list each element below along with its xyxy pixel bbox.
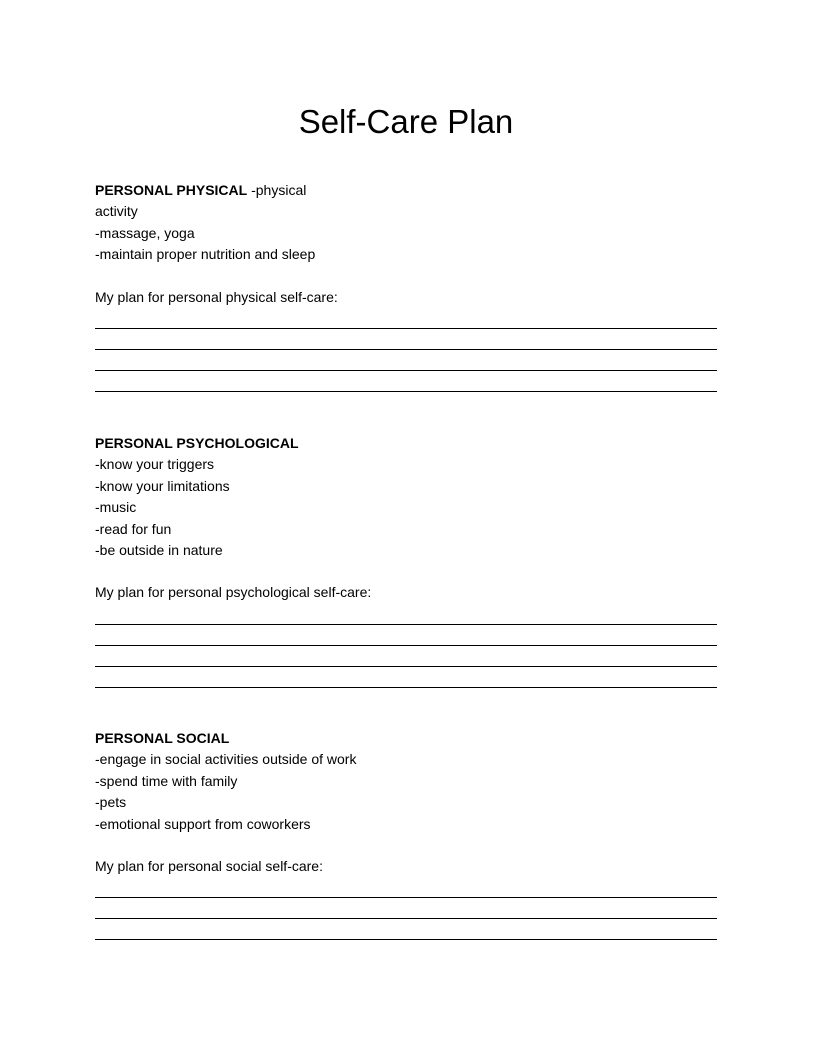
spacer <box>95 561 717 582</box>
section-personal-social <box>95 728 717 940</box>
section-heading-suffix: -physical <box>247 182 307 198</box>
writing-line[interactable] <box>95 308 717 329</box>
list-item: -maintain proper nutrition and sleep <box>95 246 316 263</box>
list-item: -engage in social activities outside of work <box>95 751 357 768</box>
writing-line[interactable] <box>95 329 717 350</box>
writing-line[interactable] <box>95 371 717 392</box>
list-item: -emotional support from coworkers <box>95 815 311 832</box>
writing-line[interactable] <box>95 646 717 667</box>
section-heading-line <box>95 180 717 201</box>
page-title: Self-Care Plan <box>298 103 514 140</box>
writing-line[interactable] <box>95 604 717 625</box>
spacer <box>95 835 717 856</box>
plan-prompt: My plan for personal social self-care: <box>95 858 323 875</box>
writing-line[interactable] <box>95 877 717 898</box>
writing-lines <box>95 308 717 392</box>
section-heading: PERSONAL SOCIAL <box>95 730 230 746</box>
list-item: -massage, yoga <box>95 224 195 241</box>
list-item: -spend time with family <box>95 772 238 789</box>
writing-lines <box>95 604 717 688</box>
list-item: activity <box>95 203 138 220</box>
writing-line[interactable] <box>95 919 717 940</box>
plan-prompt: My plan for personal psychological self-care: <box>95 584 372 601</box>
writing-line[interactable] <box>95 898 717 919</box>
section-heading: PERSONAL PSYCHOLOGICAL <box>95 435 299 451</box>
list-item: -pets <box>95 794 127 811</box>
spacer <box>95 266 717 287</box>
list-item: -read for fun <box>95 520 172 537</box>
list-item: -know your limitations <box>95 477 230 494</box>
list-item: -know your triggers <box>95 456 215 473</box>
list-item: -be outside in nature <box>95 542 223 559</box>
writing-line[interactable] <box>95 625 717 646</box>
plan-prompt: My plan for personal physical self-care: <box>95 288 338 305</box>
section-personal-physical <box>95 180 717 392</box>
section-personal-psychological <box>95 433 717 688</box>
writing-line[interactable] <box>95 667 717 688</box>
writing-lines <box>95 877 717 940</box>
section-heading: PERSONAL PHYSICAL <box>95 182 248 198</box>
writing-line[interactable] <box>95 350 717 371</box>
list-item: -music <box>95 499 137 516</box>
